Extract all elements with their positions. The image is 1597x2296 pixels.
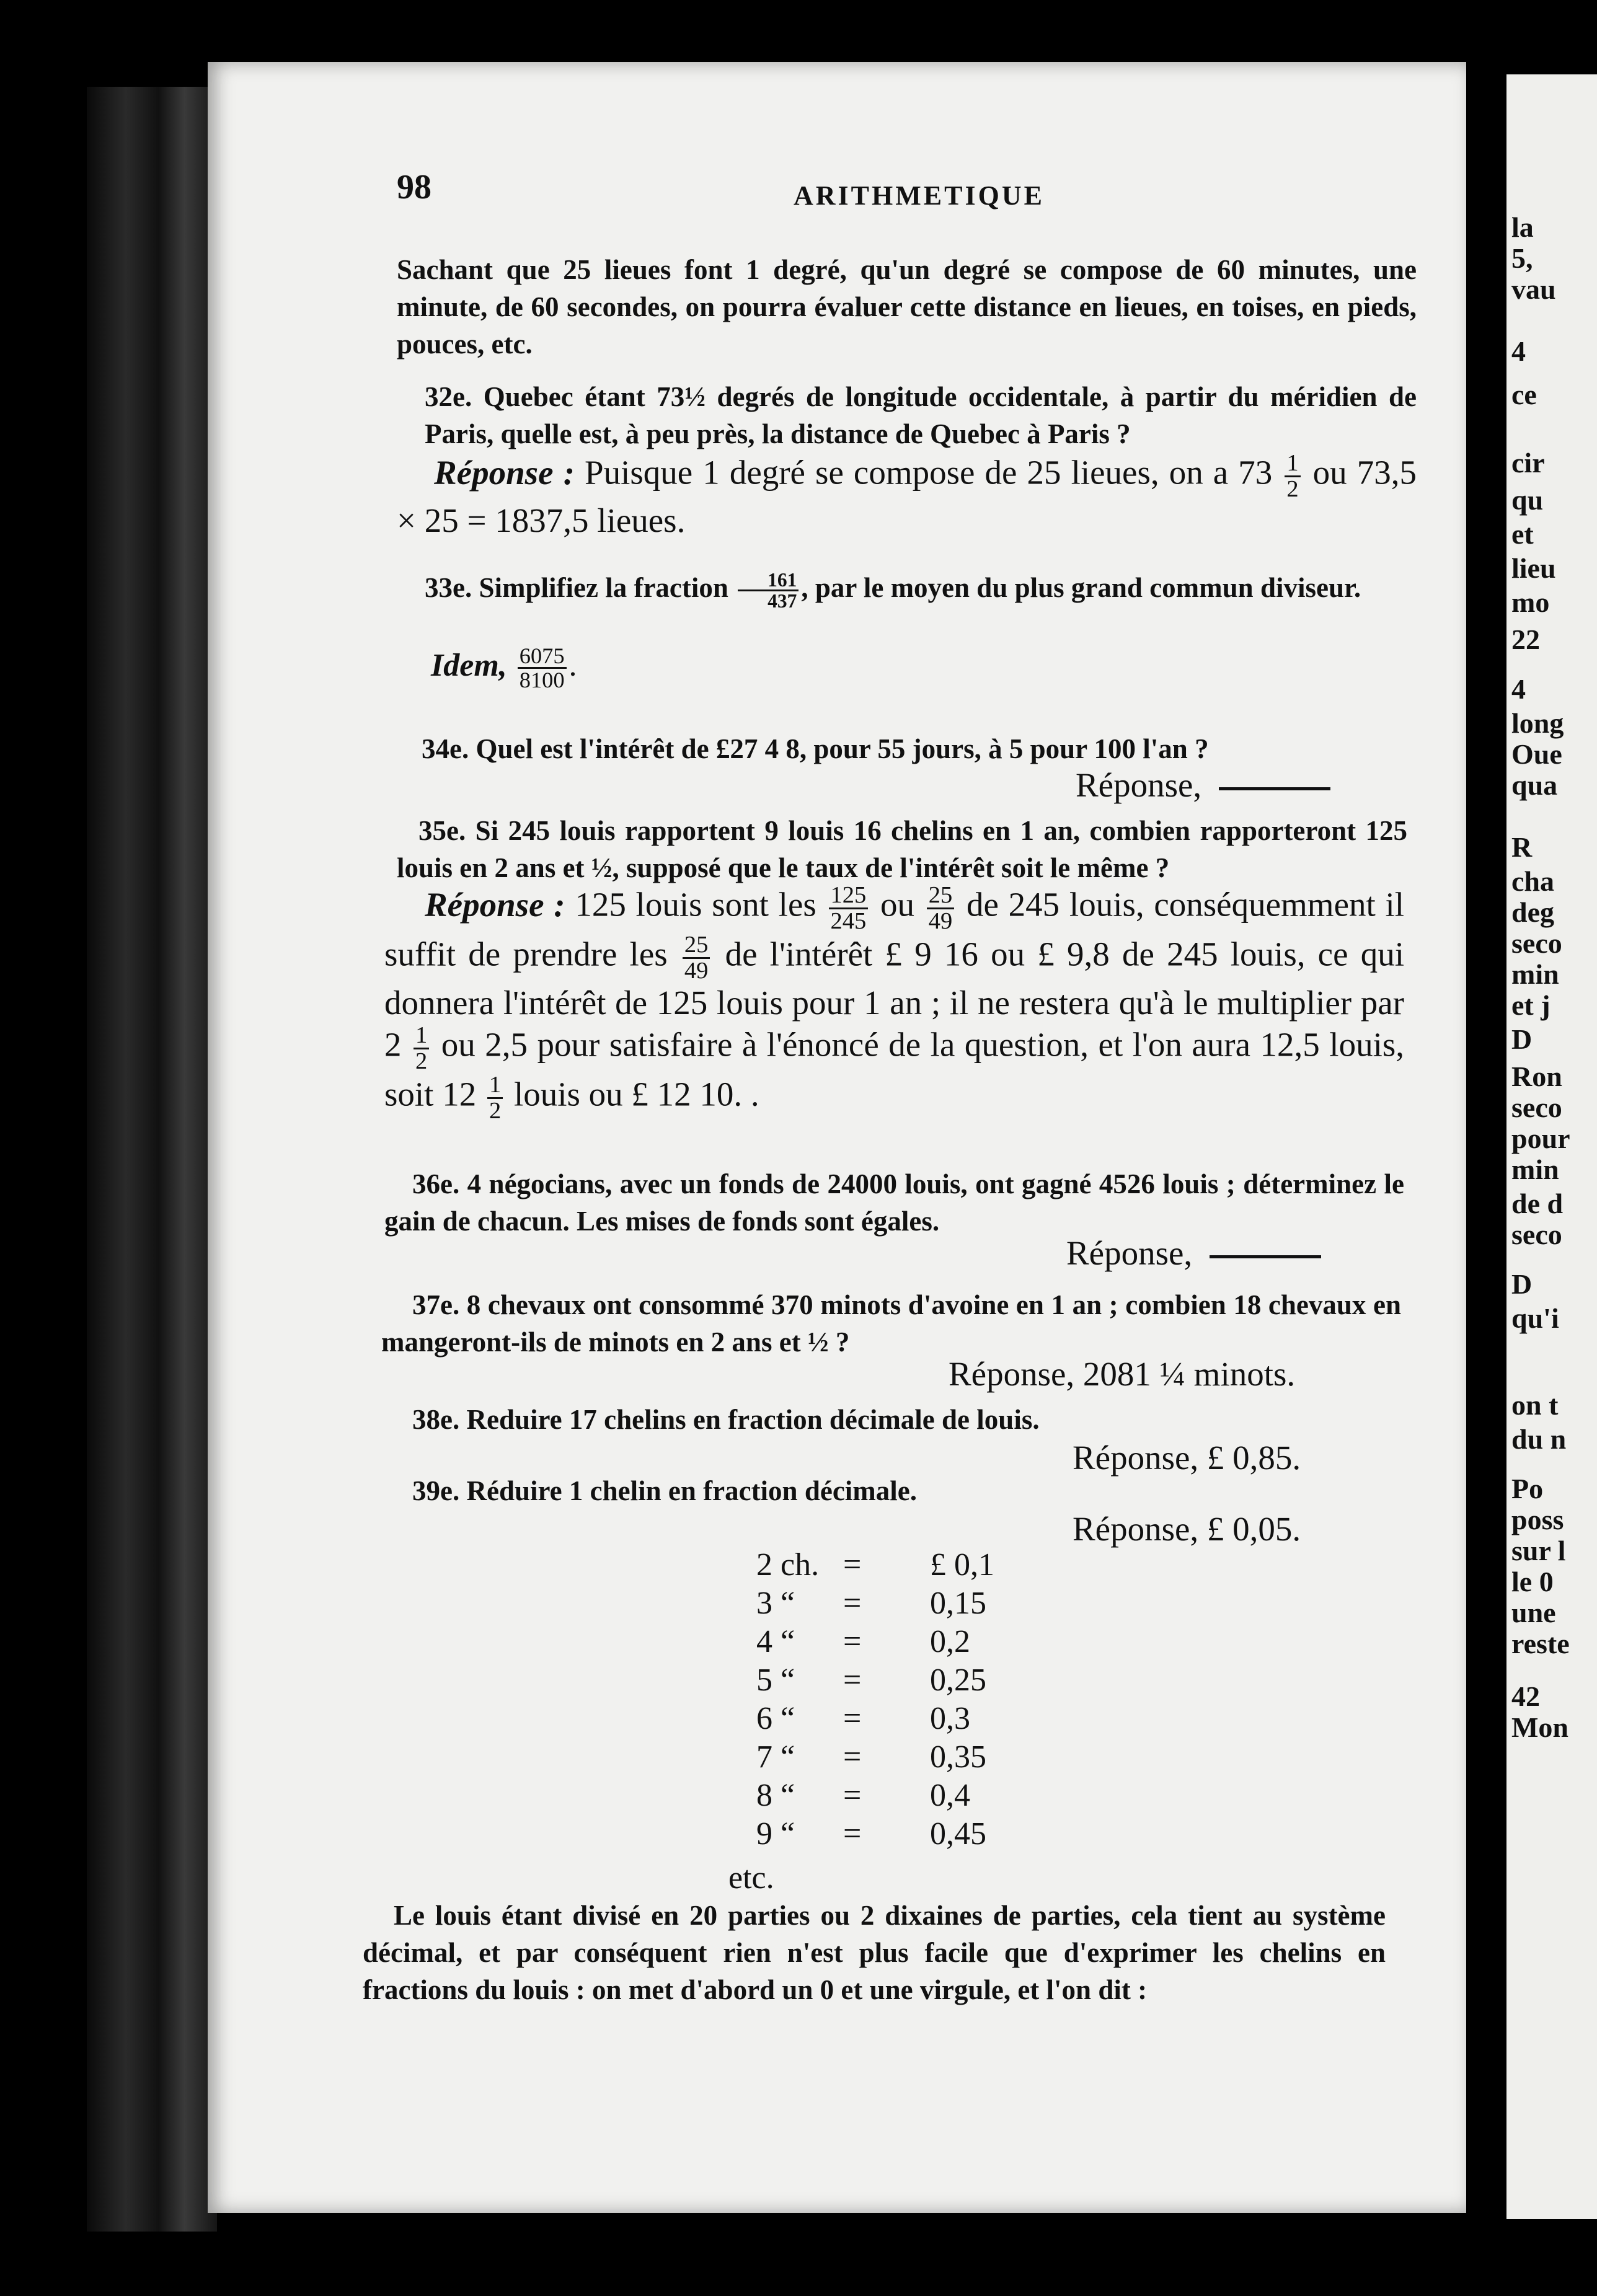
next-page-fragment: R (1511, 831, 1533, 863)
problem-39: 39e. Réduire 1 chelin en fraction décimale. (412, 1475, 918, 1506)
problem-33: 33e. Simplifiez la fraction $\frac{161}{437}$ , par le moyen du plus grand commun diviseur. (425, 568, 1361, 612)
next-page-fragment: du n (1511, 1423, 1567, 1455)
next-page-fragment: 5, (1511, 242, 1533, 274)
next-page-fragment: deg (1511, 896, 1554, 928)
next-page-fragment: poss (1511, 1504, 1564, 1535)
next-page-fragment: seco (1511, 927, 1562, 959)
answer-36: Réponse, (1066, 1234, 1321, 1273)
table-lhs: 4 “ (756, 1624, 795, 1659)
next-page-fragment: de d (1511, 1188, 1564, 1219)
next-page-fragment: Ron (1511, 1061, 1562, 1092)
closing-paragraph: Le louis étant divisé en 20 parties ou 2 dixaines de parties, cela tient au système décimal, et par conséquent rien n'est plus facile que d'exprimer les chelins en fractions du louis : on met d'abord un 0 et une virgule, et l'on dit : (363, 1900, 1386, 2005)
answer-32-a: Puisque 1 degré se compose de 25 lieues, on a (584, 453, 1229, 492)
table-lhs: 3 “ (756, 1586, 795, 1621)
table-lhs: 7 “ (756, 1739, 795, 1775)
next-page-fragment: Oue (1511, 738, 1562, 770)
next-page-fragment: D (1511, 1268, 1533, 1300)
answer-32-b: ou 73,5 × 25 = 1837,5 lieues. (397, 453, 1417, 539)
answer-38: Réponse, £ 0,85. (1073, 1439, 1301, 1477)
fraction-half: $\frac{1}{2}$ (1285, 451, 1300, 501)
book-binding (87, 87, 217, 2232)
next-page-fragment: on t (1511, 1389, 1559, 1421)
next-page-fragment: 4 (1511, 335, 1526, 367)
next-page-fragment: la (1511, 211, 1534, 243)
table-eq: = (843, 1701, 862, 1736)
table-lhs: 2 ch. (756, 1547, 820, 1583)
fraction-half-b: $\frac{1}{2}$ (414, 1023, 429, 1073)
table-lhs: 9 “ (756, 1816, 795, 1852)
intro-paragraph: Sachant que 25 lieues font 1 degré, qu'un degré se compose de 60 minutes, une minute, de 60 secondes, on pourra évaluer cette distance en lieues, en toises, en pieds, pouces, etc. (397, 254, 1417, 360)
table-eq: = (843, 1586, 862, 1621)
table-rhs: 0,45 (930, 1816, 986, 1852)
problem-37: 37e. 8 chevaux ont consommé 370 minots d'avoine en 1 an ; combien 18 chevaux en mangeront-ils de minots en 2 ans et ½ ? (381, 1289, 1401, 1358)
next-page-fragment: reste (1511, 1628, 1570, 1659)
running-head: ARITHMETIQUE (794, 180, 1045, 211)
next-page-fragment: seco (1511, 1092, 1562, 1123)
idem-33: Idem, $\frac{6075}{8100}$ . (431, 643, 577, 693)
next-page-fragment: mo (1511, 586, 1550, 618)
table-etc: etc. (728, 1860, 774, 1896)
next-page-fragment: 4 (1511, 673, 1526, 705)
table-rhs: 0,15 (930, 1586, 986, 1621)
next-page-fragment: qu (1511, 484, 1544, 516)
next-page-fragment: seco (1511, 1219, 1562, 1250)
answer-39: Réponse, £ 0,05. (1073, 1510, 1301, 1548)
next-page-fragment: min (1511, 1154, 1559, 1185)
fraction-161-437: $\frac{161}{437}$ (738, 570, 798, 611)
next-page-fragment: lieu (1511, 552, 1556, 584)
next-page-fragment: pour (1511, 1123, 1570, 1154)
table-lhs: 6 “ (756, 1701, 795, 1736)
table-lhs: 8 “ (756, 1778, 795, 1813)
answer-32: Réponse : Puisque 1 degré se compose de 25 lieues, on a 73 $\frac{1}{2}$ ou 73,5 × 25 = 1837,5 lieues. (397, 450, 1417, 539)
problem-32: 32e. Quebec étant 73½ degrés de longitude occidentale, à partir du méridien de Paris, quelle est, à peu près, la distance de Quebec à Paris ? (425, 381, 1417, 449)
table-rhs: 0,35 (930, 1739, 986, 1775)
fraction-half-c: $\frac{1}{2}$ (487, 1073, 503, 1123)
next-page-fragment: cha (1511, 865, 1554, 897)
table-eq: = (843, 1624, 862, 1659)
next-page-edge (1506, 74, 1597, 2219)
page-folio: 98 (397, 168, 431, 206)
next-page-fragment: cir (1511, 447, 1545, 479)
next-page-fragment: et (1511, 518, 1534, 550)
answer-37: Réponse, 2081 ¼ minots. (949, 1355, 1296, 1393)
next-page-fragment: min (1511, 958, 1559, 990)
answer-34: Réponse, (1076, 766, 1330, 805)
table-eq: = (843, 1778, 862, 1813)
table-rhs: £ 0,1 (930, 1547, 994, 1583)
blank-line (1219, 787, 1330, 790)
fraction-25-49: $\frac{25}{49}$ (927, 883, 955, 933)
next-page-fragment: 42 (1511, 1680, 1540, 1712)
next-page-fragment: Po (1511, 1473, 1544, 1504)
next-page-fragment: vau (1511, 273, 1556, 305)
table-rhs: 0,3 (930, 1701, 970, 1736)
next-page-fragment: sur l (1511, 1535, 1566, 1566)
problem-34: 34e. Quel est l'intérêt de £27 4 8, pour 55 jours, à 5 pour 100 l'an ? (422, 733, 1209, 764)
next-page-fragment: une (1511, 1597, 1556, 1628)
next-page-fragment: D (1511, 1023, 1533, 1055)
next-page-fragment: long (1511, 707, 1564, 739)
next-page-fragment: qua (1511, 769, 1558, 801)
fraction-25-49-b: $\frac{25}{49}$ (683, 933, 710, 982)
table-lhs: 5 “ (756, 1662, 795, 1698)
table-eq: = (843, 1662, 862, 1698)
table-eq: = (843, 1739, 862, 1775)
problem-38: 38e. Reduire 17 chelins en fraction décimale de louis. (412, 1404, 1040, 1435)
next-page-fragment: et j (1511, 989, 1551, 1021)
answer-35: Réponse : 125 louis sont les $\frac{125}{245}$ ou $\frac{25}{49}$ de 245 louis, conséquemment il suffit de prendre les $\frac{25}{49}$ de l'intérêt £ 9 16 ou £ 9,8 de 245 louis, ce qui donnera l'intérêt de 125 louis pour 1 an ; il ne restera qu'à le multiplier par 2 $\frac{1}{2}$ ou 2,5 pour satisfaire à l'énoncé de la question, et l'on aura 12,5 louis, soit 12 $\frac{1}{2}$ louis ou £ 12 10. . (384, 882, 1405, 1124)
fraction-125-245: $\frac{125}{245}$ (829, 883, 869, 933)
answer-label: Réponse : (434, 453, 575, 492)
fraction-6075-8100: $\frac{6075}{8100}$ (518, 645, 567, 692)
next-page-fragment: qu'i (1511, 1302, 1559, 1334)
blank-line (1210, 1255, 1321, 1258)
table-rhs: 0,2 (930, 1624, 970, 1659)
table-rhs: 0,25 (930, 1662, 986, 1698)
problem-35: 35e. Si 245 louis rapportent 9 louis 16 chelins en 1 an, combien rapporteront 125 louis en 2 ans et ½, supposé que le taux de l'intérêt soit le même ? (397, 815, 1407, 883)
next-page-fragment: le 0 (1511, 1566, 1554, 1597)
next-page-fragment: Mon (1511, 1711, 1568, 1743)
problem-36: 36e. 4 négocians, avec un fonds de 24000 louis, ont gagné 4526 louis ; déterminez le gain de chacun. Les mises de fonds sont égales. (384, 1168, 1404, 1237)
table-eq: = (843, 1547, 862, 1583)
table-rhs: 0,4 (930, 1778, 970, 1813)
table-eq: = (843, 1816, 862, 1852)
next-page-fragment: 22 (1511, 624, 1540, 655)
next-page-fragment: ce (1511, 379, 1537, 410)
